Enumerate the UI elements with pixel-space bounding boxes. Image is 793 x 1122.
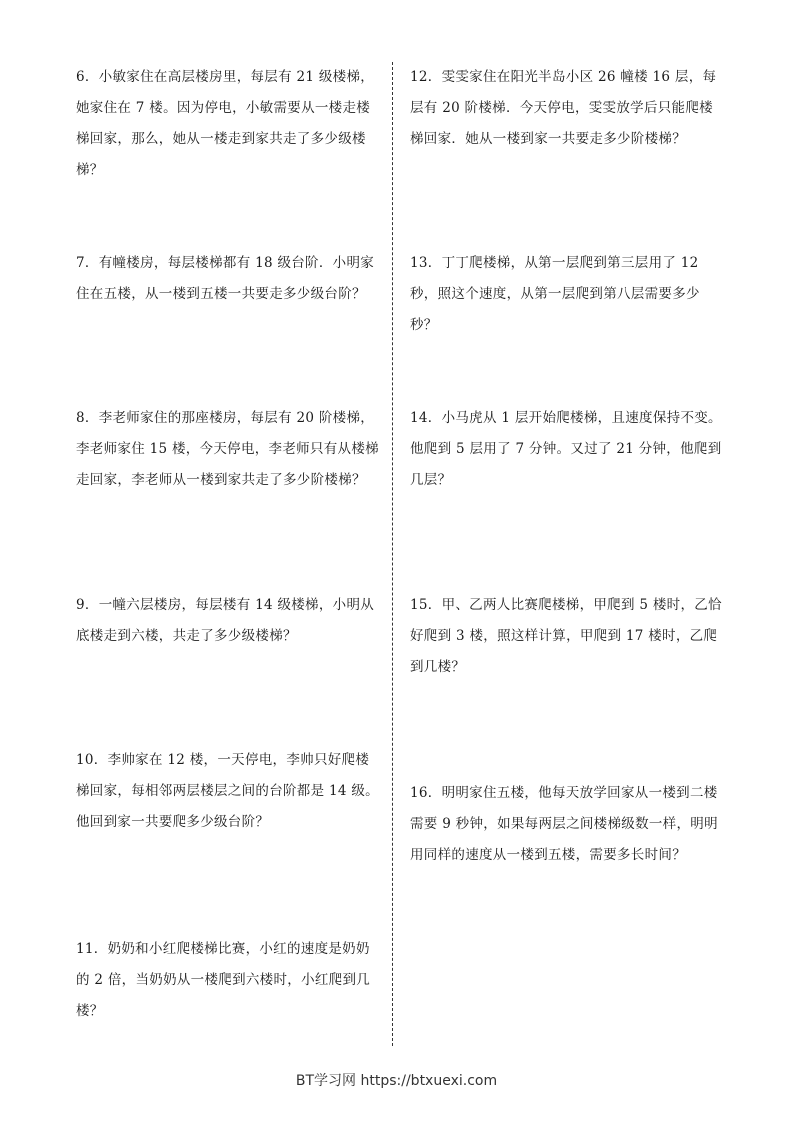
footer-watermark: BT学习网 https://btxuexi.com [295, 1073, 498, 1089]
question-10: 10．李帅家在 12 楼，一天停电，李帅只好爬楼梯回家，每相邻两层楼层之间的台阶都是 14 级。他回到家一共要爬多少级台阶？ [76, 752, 379, 830]
question-11: 11．奶奶和小红爬楼梯比赛，小红的速度是奶奶的 2 倍，当奶奶从一楼爬到六楼时，小红爬到几楼？ [76, 941, 371, 1019]
question-15: 15．甲、乙两人比赛爬楼梯，甲爬到 5 楼时，乙恰好爬到 3 楼，照这样计算，甲爬到 17 楼时，乙爬到几楼？ [410, 597, 722, 675]
column-divider [392, 62, 393, 1046]
question-12: 12．雯雯家住在阳光半岛小区 26 幢楼 16 层，每层有 20 阶楼梯．今天停电，雯雯放学后只能爬楼梯回家．她从一楼到家一共要走多少阶楼梯？ [410, 69, 717, 147]
question-13: 13．丁丁爬楼梯，从第一层爬到第三层用了 12 秒，照这个速度，从第一层爬到第八层需要多少秒？ [410, 255, 700, 333]
question-16: 16．明明家住五楼，他每天放学回家从一楼到二楼需要 9 秒钟，如果每两层之间楼梯级数一样，明明用同样的速度从一楼到五楼，需要多长时间？ [410, 785, 718, 863]
question-8: 8．李老师家住的那座楼房，每层有 20 阶楼梯，李老师家住 15 楼，今天停电，李老师只有从楼梯走回家，李老师从一楼到家共走了多少阶楼梯？ [76, 410, 379, 488]
question-7: 7．有幢楼房，每层楼梯都有 18 级台阶．小明家住在五楼，从一楼到五楼一共要走多少级台阶？ [76, 255, 375, 302]
question-14: 14．小马虎从 1 层开始爬楼梯，且速度保持不变。他爬到 5 层用了 7 分钟。又过了 21 分钟，他爬到几层？ [410, 410, 722, 488]
question-6: 6．小敏家住在高层楼房里，每层有 21 级楼梯，她家住在 7 楼。因为停电，小敏需要从一楼走楼梯回家，那么，她从一楼走到家共走了多少级楼梯？ [76, 69, 375, 178]
question-9: 9．一幢六层楼房，每层楼有 14 级楼梯，小明从底楼走到六楼，共走了多少级楼梯？ [76, 597, 375, 644]
